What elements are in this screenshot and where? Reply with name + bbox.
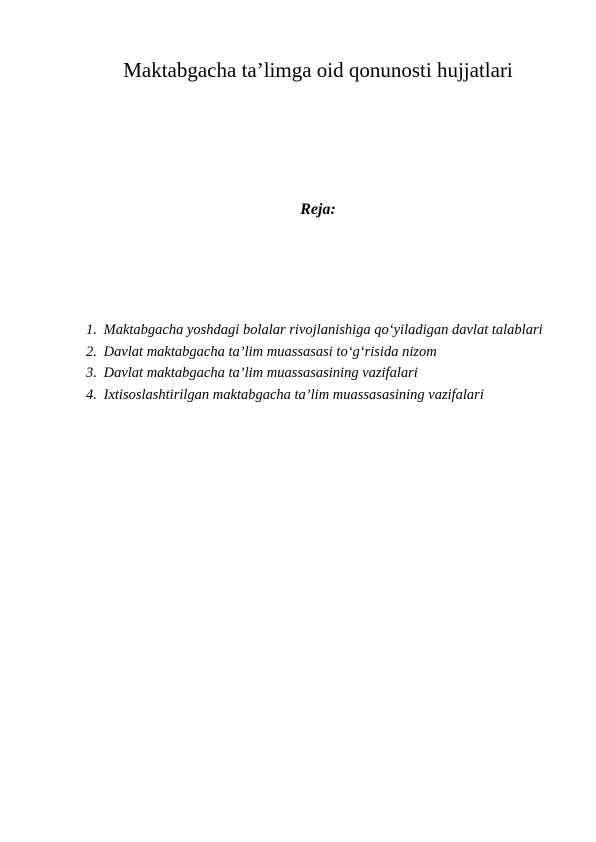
plan-list <box>86 320 546 406</box>
plan-item <box>86 320 546 342</box>
plan-item-number: 3. <box>86 365 97 381</box>
plan-item-number: 2. <box>86 343 97 360</box>
plan-item <box>86 363 546 385</box>
plan-item <box>86 342 546 364</box>
plan-item-text: Davlat maktabgacha ta’lim muassasasining vazifalari <box>103 365 418 381</box>
plan-item <box>86 385 546 407</box>
plan-heading: Reja: <box>300 201 336 218</box>
document-title: Maktabgacha ta’limga oid qonunosti hujjatlari <box>123 58 513 82</box>
plan-item-text: Maktabgacha yoshdagi bolalar rivojlanishiga qo‘yiladigan davlat talablari <box>103 322 543 338</box>
plan-item-number: 1. <box>86 322 97 338</box>
plan-item-number: 4. <box>86 386 97 403</box>
plan-item-text: Ixtisoslashtirilgan maktabgacha ta’lim muassasasining vazifalari <box>103 386 484 403</box>
plan-item-text: Davlat maktabgacha ta’lim muassasasi to‘g‘risida nizom <box>103 343 437 360</box>
